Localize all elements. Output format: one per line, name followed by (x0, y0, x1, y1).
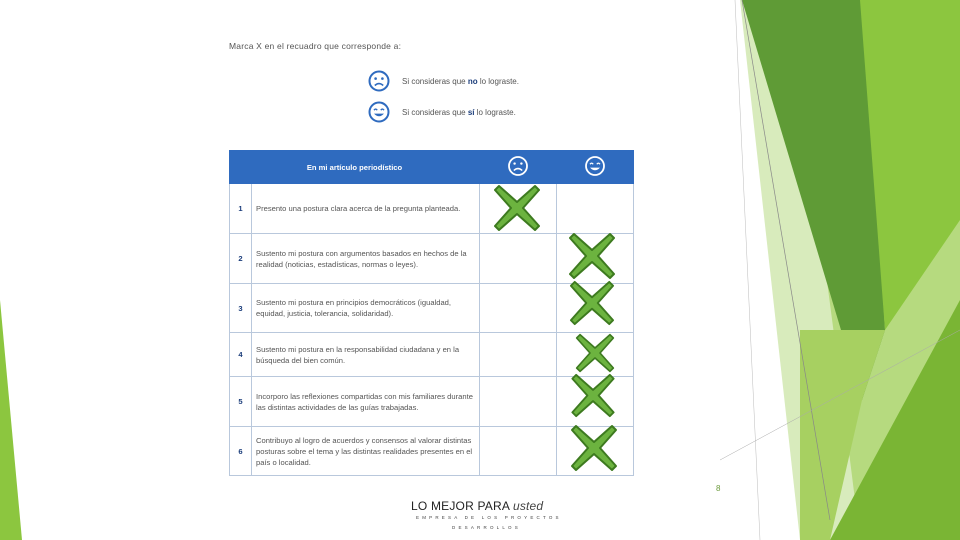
row-number: 1 (230, 184, 252, 234)
checkbox-no-3[interactable] (480, 284, 557, 333)
row-criterion: Contribuyo al logro de acuerdos y consensos al valorar distintas posturas sobre el tema y las distintas realidades presentes en el país o localidad. (252, 427, 480, 476)
checkbox-no-2[interactable] (480, 234, 557, 284)
header-si-cell (557, 151, 634, 184)
left-green-shape (0, 300, 22, 540)
row-criterion: Sustento mi postura en la responsabilidad ciudadana y en la búsqueda del bien común. (252, 333, 480, 377)
legend-text-no: Si consideras que no lo lograste. (402, 76, 519, 86)
x-mark-icon (570, 373, 616, 418)
row-number: 4 (230, 333, 252, 377)
checkbox-si-1[interactable] (557, 184, 634, 234)
x-mark-icon (568, 232, 616, 280)
checkbox-no-5[interactable] (480, 377, 557, 427)
row-number: 6 (230, 427, 252, 476)
table-row (230, 184, 634, 234)
sad-face-icon (368, 70, 390, 92)
legend-row-si (368, 101, 516, 123)
row-criterion: Presento una postura clara acerca de la pregunta planteada. (252, 184, 480, 234)
table-header-title: En mi artículo periodístico (230, 151, 480, 184)
x-mark-icon (570, 424, 618, 472)
x-mark-icon (573, 333, 617, 373)
happy-face-icon (368, 101, 390, 123)
header-no-cell (480, 151, 557, 184)
checkbox-no-4[interactable] (480, 333, 557, 377)
legend-row-no (368, 70, 519, 92)
row-criterion: Sustento mi postura en principios democráticos (igualdad, equidad, justicia, tolerancia, solidaridad). (252, 284, 480, 333)
x-mark-icon (568, 280, 616, 326)
table-header-row (230, 151, 634, 184)
brand-subtitle-2: DESARROLLOS (452, 525, 521, 530)
brand-logo-text: LO MEJOR PARA usted (411, 499, 544, 513)
instruction-text: Marca X en el recuadro que corresponde a: (229, 41, 402, 51)
happy-face-icon (584, 155, 606, 177)
x-mark-icon (493, 184, 541, 232)
sad-face-icon (507, 155, 529, 177)
row-number: 5 (230, 377, 252, 427)
page-number: 8 (716, 484, 721, 493)
legend-text-si: Si consideras que sí lo lograste. (402, 107, 516, 117)
row-criterion: Sustento mi postura con argumentos basados en hechos de la realidad (noticias, estadísticas, normas o leyes). (252, 234, 480, 284)
brand-subtitle-1: EMPRESA DE LOS PROYECTOS (416, 515, 562, 520)
row-number: 2 (230, 234, 252, 284)
row-number: 3 (230, 284, 252, 333)
row-criterion: Incorporo las reflexiones compartidas con mis familiares durante las distintas actividades de las guías trabajadas. (252, 377, 480, 427)
checkbox-no-6[interactable] (480, 427, 557, 476)
